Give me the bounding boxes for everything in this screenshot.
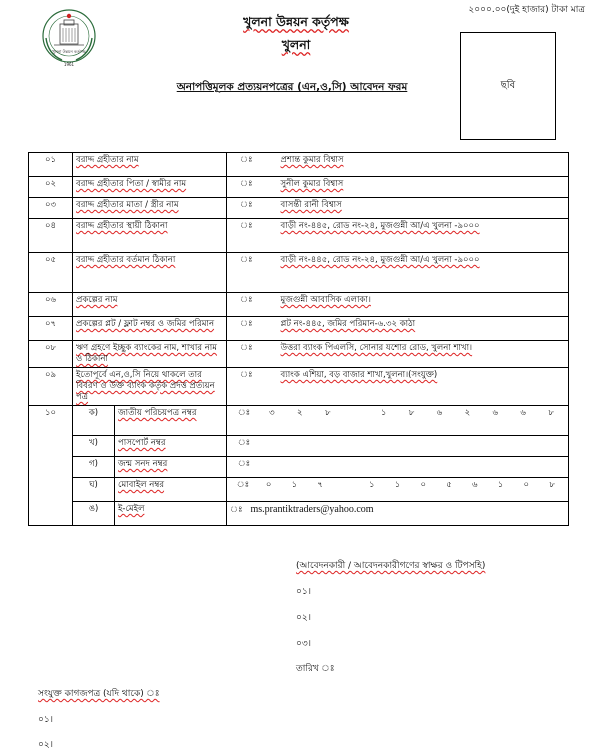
digit-cell: ১ [380,408,387,418]
digit-cell: ৬ [436,408,443,418]
digit-cell [481,459,509,470]
digit-cell [509,438,537,449]
digit-cell: ৬ [520,408,526,418]
number-field[interactable] [227,406,569,436]
digit-cell: ০ [265,480,272,490]
authority-title: খুলনা উন্নয়ন কর্তৃপক্ষ [243,14,349,29]
field-value[interactable]: ঃ বাসন্তী রানী বিশ্বাস [227,198,569,219]
field-label: বরাদ্দ গ্রহীতার পিতা / স্বামীর নাম [73,177,227,198]
separator: ঃ [237,438,251,448]
separator: ঃ [237,408,251,418]
digit-cell: ৫ [446,480,452,490]
attachment-line-1[interactable]: ০১। [38,715,53,725]
table-row [29,293,569,317]
table-row [29,153,569,177]
separator: ঃ [240,319,253,329]
digit-cell [425,438,453,449]
signature-line-3[interactable]: ০৩। [296,639,311,649]
digit-cell: ১ [291,480,298,490]
field-value[interactable]: ঃ সুনীল কুমার বিশ্বাস [227,177,569,198]
digit-cell [398,438,426,449]
table-row [29,317,569,341]
email-field[interactable]: ঃ ms.prantiktraders@yahoo.com [227,502,569,526]
photo-label: ছবি [500,79,516,91]
row-number: ০৭ [29,317,73,341]
sub-key: গ) [73,457,115,478]
field-value[interactable]: ঃ প্রশান্ত কুমার বিশ্বাস [227,153,569,177]
id-sub-row [29,436,569,457]
digit-cell: ৮ [549,480,555,490]
digit-cell: ৭ [317,480,323,490]
digit-cell: ৮ [324,408,331,418]
digit-cell [342,459,370,470]
table-row [29,177,569,198]
number-field[interactable] [227,457,569,478]
row-number: ০৮ [29,341,73,368]
logo-year: 1961 [63,62,75,67]
field-label: বরাদ্দ গ্রহীতার স্থায়ী ঠিকানা [73,219,227,253]
field-value[interactable]: ঃ প্লট নং-৪৪৫, জমির পরিমান-৬.৩২ কাঠা [227,317,569,341]
table-row [29,219,569,253]
separator: ঃ [240,155,253,165]
separator: ঃ [240,255,253,265]
row-number: ০৫ [29,253,73,293]
sub-label: পাসপোর্ট নম্বর [115,436,227,457]
sub-key: খ) [73,436,115,457]
separator: ঃ [240,200,253,210]
digit-cell [481,438,509,449]
sub-key: ঘ) [73,478,115,502]
digit-cell: ০ [420,480,427,490]
separator: ঃ [240,295,253,305]
field-value[interactable]: ঃ বাড়ী নং-৪৪৫, রোড নং-২৪, মুজগুন্নী আ/এ খুলনা -৯০০০ [227,219,569,253]
separator: ঃ [240,343,253,353]
row-number: ০৯ [29,368,73,406]
digit-cell [286,438,314,449]
digit-cell [370,438,398,449]
digit-cell [453,459,481,470]
separator: ঃ [240,179,253,189]
digit-cell: ০ [523,480,530,490]
sub-key: ঙ) [73,502,115,526]
field-label: বরাদ্দ গ্রহীতার বর্তমান ঠিকানা [73,253,227,293]
field-value[interactable]: ঃ ব্যাংক এশিয়া, বড় বাজার শাখা,খুলনা।(সংযুক্ত) [227,368,569,406]
row-number: ০২ [29,177,73,198]
digit-cell: ৩ [269,408,275,418]
table-row [29,368,569,406]
separator: ঃ [236,480,250,490]
number-field[interactable] [227,436,569,457]
separator: ঃ [237,459,251,469]
table-row [29,341,569,368]
row-number: ০৪ [29,219,73,253]
digit-cell: ৬ [492,408,499,418]
sub-key: ক) [73,406,115,436]
digit-cell [537,438,565,449]
separator: ঃ [240,370,253,380]
digit-cell: ৬ [472,480,478,490]
date-field[interactable]: তারিখ ঃ [296,664,335,674]
field-label: বরাদ্দ গ্রহীতার নাম [73,153,227,177]
digit-cell: ৮ [408,408,415,418]
digit-cell: ২ [297,408,303,418]
digit-cell [342,408,370,419]
digit-cell [258,438,286,449]
signature-caption: (আবেদনকারী / আবেদনকারীগণের স্বাক্ষর ও টিপসহি) [296,561,486,571]
digit-cell [258,459,286,470]
digit-cell: ৮ [548,408,554,418]
id-sub-row [29,478,569,502]
digit-cell: ১ [394,480,401,490]
logo-caption: খুলনা উন্নয়ন কর্তৃপক্ষ [52,49,86,54]
signature-line-2[interactable]: ০২। [296,613,311,623]
attachment-line-2[interactable]: ০২। [38,740,53,750]
signature-line-1[interactable]: ০১। [296,587,311,597]
form-title: অনাপত্তিমূলক প্রত্যয়নপত্রের (এন,ও,সি) আবেদন ফরম [176,81,408,93]
digit-cell [314,459,342,470]
field-label: প্রকল্পের নাম [73,293,227,317]
id-sub-row [29,406,569,436]
field-value[interactable]: ঃ মুজগুন্নী আবাসিক এলাকা। [227,293,569,317]
digit-cell [370,459,398,470]
digit-cell [509,459,537,470]
digit-cell [537,459,565,470]
sub-label: মোবাইল নম্বর [115,478,227,502]
number-field[interactable] [227,478,569,502]
table-row [29,253,569,293]
field-label: প্রকল্পের প্লট / ফ্লাট নম্বর ও জমির পরিমান [73,317,227,341]
table-row [29,198,569,219]
separator: ঃ [240,221,253,231]
sub-label: জাতীয় পরিচয়পত্র নম্বর [115,406,227,436]
id-sub-row [29,502,569,526]
digit-cell: ১ [368,480,375,490]
application-table [28,152,569,526]
separator: ঃ [230,505,243,515]
row-number: ০১ [29,153,73,177]
digit-cell [342,438,370,449]
row-number: ০৬ [29,293,73,317]
authority-city: খুলনা [281,37,311,52]
photo-box[interactable] [460,32,556,140]
field-label: বরাদ্দ গ্রহীতার মাতা / স্ত্রীর নাম [73,198,227,219]
id-sub-row [29,457,569,478]
field-value[interactable]: ঃ বাড়ী নং-৪৪৫, রোড নং-২৪, মুজগুন্নী আ/এ খুলনা -৯০০০ [227,253,569,293]
field-label: ইতোপূর্বে এন,ও,সি নিয়ে থাকলে তার বিবরণ ও উক্ত ব্যাংক কর্তৃক প্রদত্ত প্রত্যয়ন পত্র [73,368,227,406]
digit-cell [314,438,342,449]
digit-cell [425,459,453,470]
attachments-title: সংযুক্ত কাগজপত্র (যদি থাকে) ঃ [38,689,160,699]
sub-label: জন্ম সনদ নম্বর [115,457,227,478]
sub-label: ই-মেইল [115,502,227,526]
digit-cell: ২ [464,408,471,418]
digit-cell: ১ [497,480,504,490]
field-label: ঋণ গ্রহণে ইচ্ছুক ব্যাংকের নাম, শাখার নাম ও ঠিকানা [73,341,227,368]
digit-cell [333,480,359,491]
row-number: ০৩ [29,198,73,219]
field-value[interactable]: ঃ উত্তরা ব্যাংক পিএলসি, সোনার যশোর রোড, খুলনা শাখা। [227,341,569,368]
fee-amount: ২০০০.০০(দুই হাজার) টাকা মাত্র [468,5,585,15]
row-number: ১০ [29,406,73,526]
digit-cell [453,438,481,449]
digit-cell [398,459,426,470]
digit-cell [286,459,314,470]
